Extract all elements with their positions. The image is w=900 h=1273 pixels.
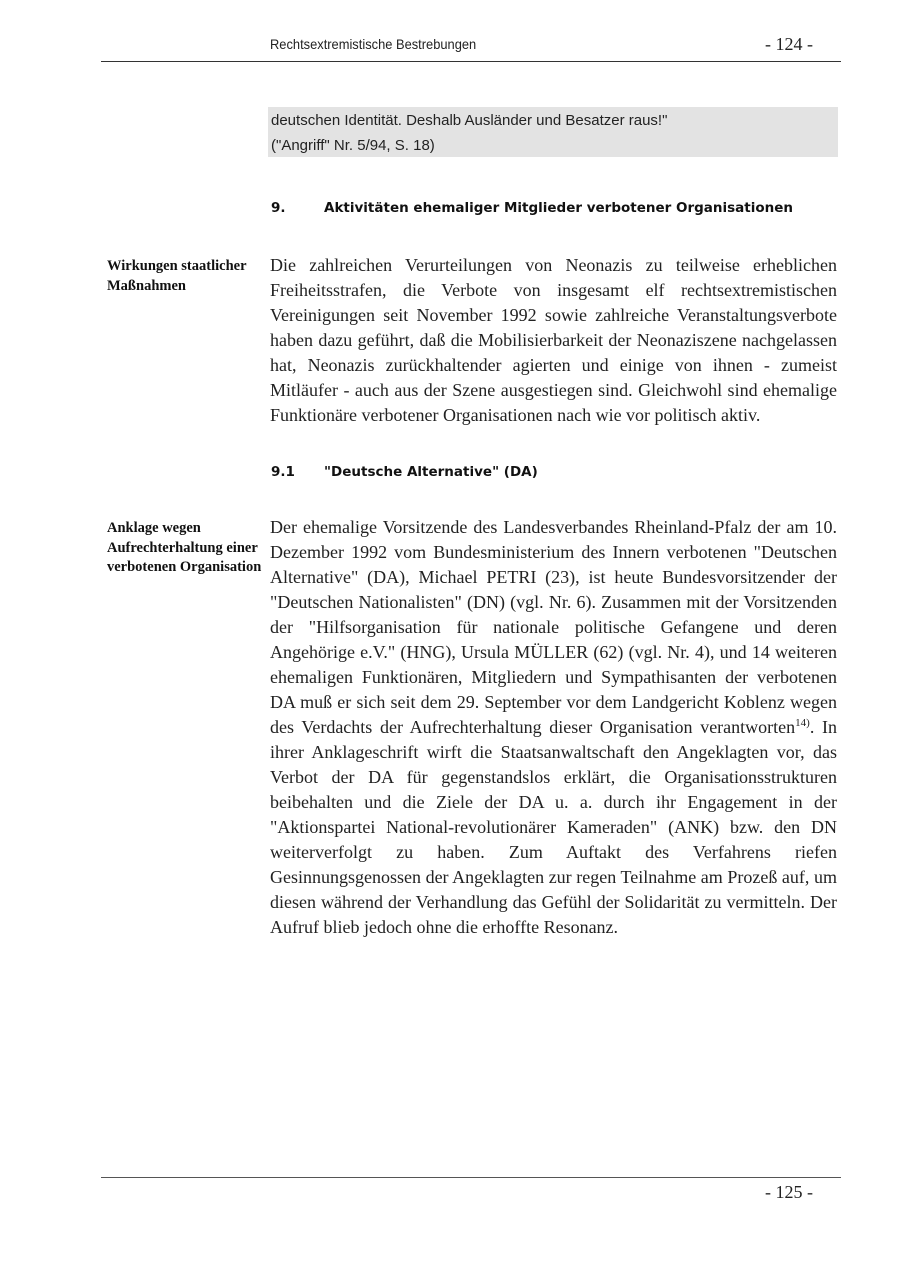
paragraph-indictment-part1: Der ehemalige Vorsitzende des Landesverbandes Rheinland-Pfalz der am 10. Dezember 1992 vom Bundesministerium des Innern verbotenen "Deutschen Alternative" (DA), Michael PETRI (23), ist heute Bundesvorsitzender der "Deutschen Nationalisten" (DN) (vgl. Nr. 6). Zusammen mit der Vorsitzenden der "Hilfsorganisation für nationale politische Gefangene und deren Angehörige e.V." (HNG), Ursula MÜLLER (62) (vgl. Nr. 4), und 14 weiteren ehemaligen Funktionären, Mitgliedern und Sympathisanten der verbotenen DA muß er sich seit dem 29. September vor dem Landgericht Koblenz wegen des Verdachts der Aufrechterhaltung dieser Organisation verantworten (270, 517, 837, 737)
header-page-number: - 124 - (765, 34, 813, 54)
section-9-title: Aktivitäten ehemaliger Mitglieder verbotener Organisationen (324, 200, 794, 216)
paragraph-indictment-part2: . In ihrer Anklageschrift wirft die Staatsanwaltschaft den Angeklagten vor, das Verbot der DA für gegenstandslos erklärt, die Organisationsstrukturen beibehalten und die Ziele der DA u. a. durch ihr Engagement in der "Aktionspartei National-revolutionärer Kameraden" (ANK) bzw. den DN weiterverfolgt zu haben. Zum Auftakt des Verfahrens riefen Gesinnungsgenossen der Angeklagten zur regen Teilnahme am Prozeß auf, um diesen während der Verhandlung das Gefühl der Solidarität zu vermitteln. Der Aufruf blieb jedoch ohne die erhoffte Resonanz. (270, 717, 837, 937)
margin-note-effects: Wirkungen staatlicher Maßnahmen (107, 258, 247, 294)
running-header-title: Rechtsextremistische Bestrebungen (270, 36, 477, 52)
quote-citation: ("Angriff" Nr. 5/94, S. 18) (271, 137, 435, 154)
header-rule (101, 61, 841, 62)
section-9-1-number: 9.1 (271, 464, 295, 480)
section-9-1-title: "Deutsche Alternative" (DA) (324, 464, 538, 480)
section-9-number: 9. (271, 200, 286, 216)
margin-note-indictment: Anklage wegen Aufrechterhaltung einer verbotenen Organisation (107, 520, 262, 575)
paragraph-indictment (270, 515, 837, 940)
quote-line-1: deutschen Identität. Deshalb Ausländer und Besatzer raus!" (271, 112, 668, 129)
footnote-reference[interactable]: 14) (795, 717, 810, 729)
footer-rule (101, 1177, 841, 1178)
paragraph-effects: Die zahlreichen Verurteilungen von Neonazis zu teilweise erheblichen Freiheitsstrafen, die Verbote von insgesamt elf rechtsextremistischen Vereinigungen seit November 1992 sowie zahlreiche Veranstaltungsverbote haben dazu geführt, daß die Mobilisierbarkeit der Neonaziszene nachgelassen hat, Neonazis zurückhaltender agierten und einige von ihnen - zumeist Mitläufer - auch aus der Szene ausgestiegen sind. Gleichwohl sind ehemalige Funktionäre verbotener Organisationen nach wie vor politisch aktiv. (270, 255, 837, 425)
footer-page-number: - 125 - (765, 1182, 813, 1202)
